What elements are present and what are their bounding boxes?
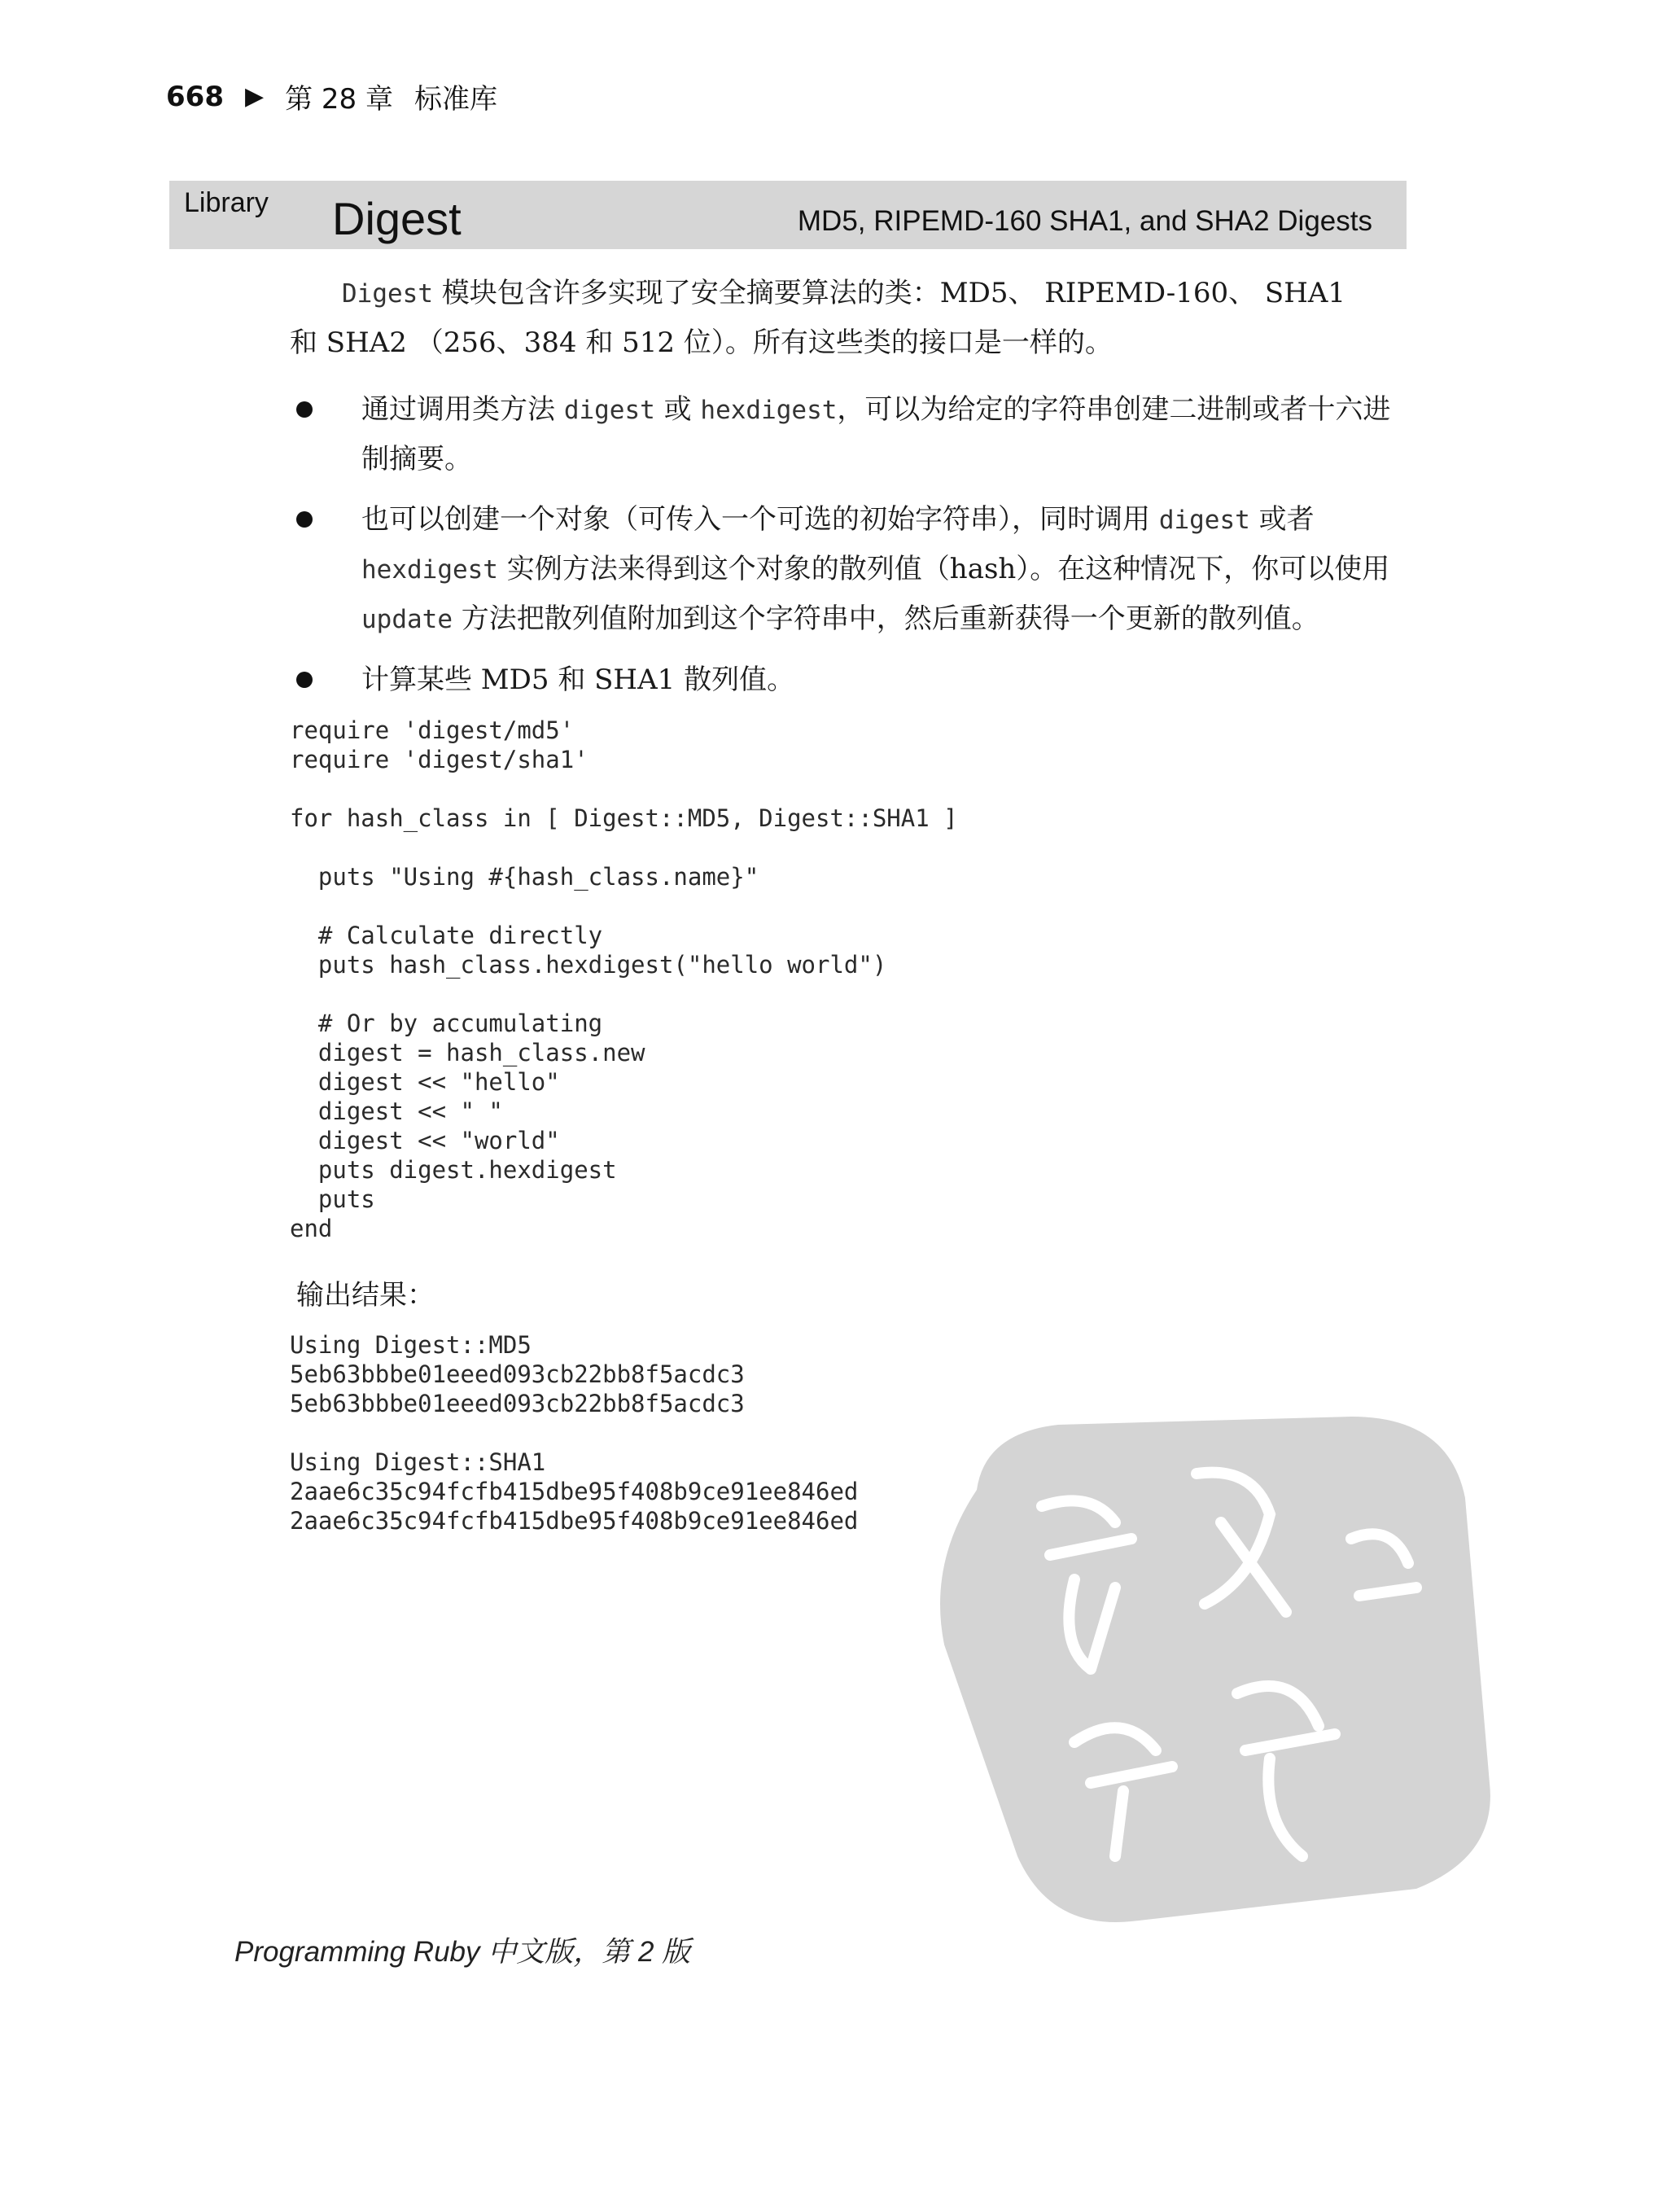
bullet-item bbox=[290, 495, 1413, 644]
page-number: 668 bbox=[166, 80, 224, 113]
code-block: require 'digest/md5' require 'digest/sha1' for hash_class in [ Digest::MD5, Digest::SHA1 ] puts "Using #{hash_class.name}" # Calculate directly puts hash_class.hexdigest("hello world") # Or by accumulating digest = hash_class.new digest << "hello" digest << " " digest << "world" puts digest.hexdigest puts end bbox=[290, 716, 958, 1242]
bullet-text: 通过调用类方法 bbox=[361, 393, 564, 426]
bullet-text: 方法把散列值附加到这个字符串中，然后重新获得一个更新的散列值。 bbox=[452, 602, 1319, 635]
bullet-text: 或 bbox=[654, 393, 701, 426]
library-label: Library bbox=[184, 187, 269, 218]
chapter-number: 第 28 章 bbox=[285, 83, 393, 116]
intro-module-name: Digest bbox=[342, 279, 433, 309]
page-content bbox=[290, 269, 1413, 1535]
intro-line-1: 模块包含许多实现了安全摘要算法的类：MD5、 RIPEMD-160、 SHA1 bbox=[432, 277, 1346, 309]
bullet-item bbox=[290, 655, 1413, 704]
bullet-item bbox=[290, 385, 1413, 484]
bullet-dot-icon bbox=[296, 401, 313, 418]
library-seal-stamp bbox=[928, 1400, 1498, 1929]
page-footer: Programming Ruby 中文版，第 2 版 bbox=[234, 1936, 691, 1968]
running-header bbox=[166, 77, 497, 116]
bullet-text: 或者 bbox=[1249, 503, 1315, 536]
arrow-icon: ▶ bbox=[244, 82, 265, 111]
chapter-title: 标准库 bbox=[413, 83, 497, 116]
inline-code: hexdigest bbox=[361, 555, 498, 585]
bullet-text: 计算某些 MD5 和 SHA1 散列值。 bbox=[361, 664, 795, 696]
output-block: Using Digest::MD5 5eb63bbbe01eeed093cb22bb8f5acdc3 5eb63bbbe01eeed093cb22bb8f5acdc3 Using Digest::SHA1 2aae6c35c94fcfb415dbe95f408b9ce91ee846ed 2aae6c35c94fcfb415dbe95f408b9ce91ee846ed bbox=[290, 1331, 859, 1535]
library-banner bbox=[169, 181, 1407, 249]
inline-code: digest bbox=[563, 396, 655, 425]
bullet-dot-icon bbox=[296, 672, 313, 688]
inline-code: digest bbox=[1158, 506, 1250, 535]
intro-paragraph bbox=[290, 269, 1413, 367]
library-subtitle: MD5, RIPEMD-160 SHA1, and SHA2 Digests bbox=[797, 205, 1372, 237]
bullet-list bbox=[290, 385, 1413, 704]
bullet-text: 也可以创建一个对象（可传入一个可选的初始字符串），同时调用 bbox=[361, 503, 1159, 536]
inline-code: update bbox=[361, 605, 453, 634]
library-name: Digest bbox=[332, 193, 462, 244]
bullet-text: ，可以为给定的字符串创建二进制或者十六进制摘要。 bbox=[361, 393, 1391, 475]
inline-code: hexdigest bbox=[700, 396, 838, 425]
bullet-text: 实例方法来得到这个对象的散列值（hash）。在这种情况下，你可以使用 bbox=[497, 553, 1390, 585]
bullet-dot-icon bbox=[296, 511, 313, 528]
intro-line-2: 和 SHA2 （256、384 和 512 位）。所有这些类的接口是一样的。 bbox=[290, 326, 1113, 359]
output-label: 输出结果： bbox=[296, 1279, 435, 1312]
